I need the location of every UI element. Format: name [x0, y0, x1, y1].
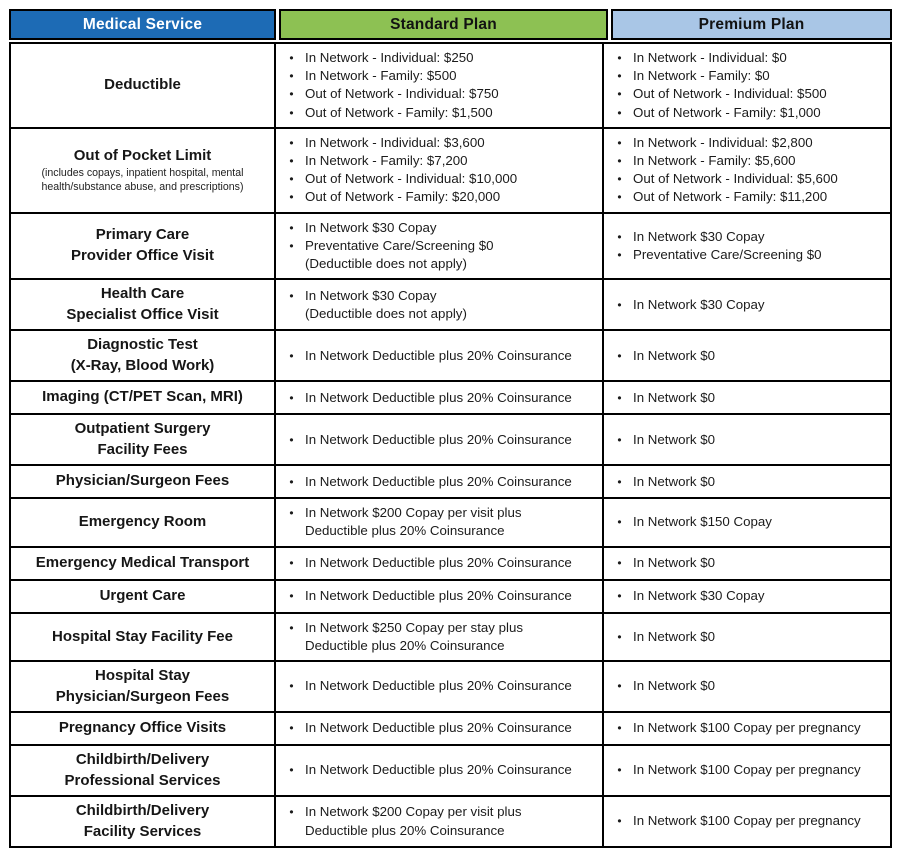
service-cell: [11, 280, 276, 329]
benefit-line: [286, 761, 596, 779]
benefit-text: In Network - Family: $7,200: [305, 153, 468, 169]
standard-plan-cell: [276, 415, 604, 464]
benefit-text: Out of Network - Individual: $500: [633, 86, 827, 102]
service-cell: [11, 713, 276, 744]
benefit-text: In Network Deductible plus 20% Coinsurance: [305, 389, 572, 405]
benefit-line: [286, 219, 596, 237]
benefit-text: Deductible plus 20% Coinsurance: [305, 822, 505, 838]
benefit-text: In Network $200 Copay per visit plus: [305, 804, 522, 820]
standard-plan-cell: [276, 614, 604, 660]
benefit-text: In Network $0: [633, 347, 716, 363]
standard-plan-cell: [276, 129, 604, 212]
benefit-line: [286, 803, 596, 821]
benefit-line: [614, 170, 884, 188]
table-row: [11, 380, 890, 413]
premium-plan-cell: [604, 466, 890, 497]
premium-plan-cell: [604, 614, 890, 660]
benefit-line: [614, 473, 884, 491]
standard-plan-cell: [276, 581, 604, 612]
service-label: Physician/Surgeon Fees: [55, 472, 230, 490]
bullet-icon: •: [289, 87, 294, 102]
premium-plan-cell: [604, 129, 890, 212]
premium-plan-cell: [604, 280, 890, 329]
standard-plan-cell: [276, 280, 604, 329]
standard-plan-cell: [276, 499, 604, 545]
standard-plan-cell: [276, 662, 604, 711]
service-label: (X-Ray, Blood Work): [70, 356, 215, 374]
benefit-text: Out of Network - Family: $11,200: [633, 189, 828, 205]
service-cell: [11, 129, 276, 212]
benefit-line: [286, 637, 596, 655]
premium-plan-cell: [604, 746, 890, 795]
benefit-text: In Network $30 Copay: [633, 588, 765, 604]
service-cell: [11, 746, 276, 795]
bullet-icon: •: [289, 288, 294, 303]
service-cell: [11, 581, 276, 612]
benefit-text: In Network - Family: $5,600: [633, 153, 796, 169]
table-body: [9, 42, 892, 848]
table-row: [11, 127, 890, 212]
service-label: Urgent Care: [99, 586, 186, 604]
bullet-icon: •: [289, 190, 294, 205]
premium-plan-cell: [604, 581, 890, 612]
benefit-text: In Network Deductible plus 20% Coinsurance: [305, 347, 572, 363]
benefit-text: Preventative Care/Screening $0: [305, 237, 494, 253]
benefit-text: In Network Deductible plus 20% Coinsurance: [305, 762, 572, 778]
benefit-text: (Deductible does not apply): [305, 256, 467, 272]
benefit-line: [614, 188, 884, 206]
bullet-icon: •: [289, 105, 294, 120]
bullet-icon: •: [289, 721, 294, 736]
bullet-icon: •: [617, 474, 622, 489]
premium-plan-cell: [604, 331, 890, 380]
bullet-icon: •: [617, 87, 622, 102]
benefit-line: [614, 677, 884, 695]
benefit-text: Deductible plus 20% Coinsurance: [305, 523, 505, 539]
premium-plan-cell: [604, 713, 890, 744]
bullet-icon: •: [289, 589, 294, 604]
benefit-line: [614, 85, 884, 103]
benefit-line: [286, 305, 596, 323]
service-cell: [11, 382, 276, 413]
benefit-text: In Network Deductible plus 20% Coinsurance: [305, 473, 572, 489]
benefit-line: [614, 104, 884, 122]
service-cell: [11, 466, 276, 497]
benefit-text: Out of Network - Individual: $10,000: [305, 171, 518, 187]
premium-plan-cell: [604, 382, 890, 413]
benefit-text: In Network $200 Copay per visit plus: [305, 505, 522, 521]
bullet-icon: •: [617, 69, 622, 84]
bullet-icon: •: [617, 721, 622, 736]
table-header: [9, 9, 892, 40]
bullet-icon: •: [289, 51, 294, 65]
table-row: [11, 497, 890, 545]
benefit-text: In Network - Family: $500: [305, 68, 457, 84]
benefit-line: [286, 522, 596, 540]
table-row: [11, 795, 890, 846]
service-note: (includes copays, inpatient hospital, mental health/substance abuse, and prescriptions): [41, 167, 244, 193]
service-cell: [11, 415, 276, 464]
bullet-icon: •: [617, 51, 622, 65]
service-label: Hospital Stay: [94, 667, 191, 685]
benefit-line: [286, 431, 596, 449]
benefit-text: Out of Network - Individual: $750: [305, 86, 499, 102]
benefit-text: In Network $0: [633, 628, 716, 644]
benefit-text: In Network Deductible plus 20% Coinsurance: [305, 720, 572, 736]
benefit-text: In Network - Individual: $250: [305, 50, 474, 65]
bullet-icon: •: [617, 629, 622, 644]
table-row: [11, 44, 890, 127]
table-row: [11, 579, 890, 612]
service-label: Facility Services: [83, 822, 202, 840]
bullet-icon: •: [289, 172, 294, 187]
bullet-icon: •: [617, 589, 622, 604]
table-row: [11, 329, 890, 380]
service-label: Provider Office Visit: [70, 246, 215, 264]
bullet-icon: •: [617, 814, 622, 829]
table-row: [11, 744, 890, 795]
benefit-line: [286, 619, 596, 637]
bullet-icon: •: [617, 556, 622, 571]
benefit-text: In Network $0: [633, 678, 716, 694]
table-row: [11, 278, 890, 329]
benefit-text: In Network $100 Copay per pregnancy: [633, 762, 861, 778]
service-label: Deductible: [104, 76, 181, 94]
service-label: Out of Pocket Limit: [73, 146, 212, 164]
benefit-text: In Network $0: [633, 555, 716, 571]
standard-plan-cell: [276, 746, 604, 795]
benefit-text: In Network $100 Copay per pregnancy: [633, 720, 861, 736]
service-label: Childbirth/Delivery: [75, 751, 210, 769]
benefit-text: In Network $0: [633, 389, 716, 405]
service-label: Diagnostic Test: [87, 336, 198, 354]
column-header-medical-service: Medical Service: [9, 9, 276, 40]
benefit-line: [286, 504, 596, 522]
bullet-icon: •: [617, 190, 622, 205]
benefit-text: In Network - Individual: $3,600: [305, 134, 485, 150]
bullet-icon: •: [289, 805, 294, 820]
benefit-text: In Network $0: [633, 473, 716, 489]
bullet-icon: •: [617, 247, 622, 262]
benefit-text: In Network - Individual: $0: [633, 50, 787, 65]
premium-plan-cell: [604, 214, 890, 279]
bullet-icon: •: [289, 69, 294, 84]
premium-plan-cell: [604, 499, 890, 545]
benefit-text: In Network Deductible plus 20% Coinsurance: [305, 431, 572, 447]
bullet-icon: •: [289, 556, 294, 571]
bullet-icon: •: [289, 220, 294, 235]
bullet-icon: •: [289, 238, 294, 253]
bullet-icon: •: [289, 135, 294, 150]
benefit-text: In Network - Family: $0: [633, 68, 770, 84]
benefit-text: In Network $100 Copay per pregnancy: [633, 813, 861, 829]
standard-plan-cell: [276, 466, 604, 497]
benefit-text: Deductible plus 20% Coinsurance: [305, 637, 505, 653]
service-cell: [11, 548, 276, 579]
benefit-text: Out of Network - Family: $1,000: [633, 104, 821, 120]
benefit-text: Out of Network - Family: $1,500: [305, 104, 493, 120]
benefit-line: [286, 677, 596, 695]
benefit-line: [286, 389, 596, 407]
service-cell: [11, 214, 276, 279]
premium-plan-cell: [604, 548, 890, 579]
bullet-icon: •: [289, 474, 294, 489]
bullet-icon: •: [289, 679, 294, 694]
benefit-line: [286, 822, 596, 840]
benefit-text: In Network $30 Copay: [633, 296, 765, 312]
service-label: Physician/Surgeon Fees: [55, 687, 230, 705]
benefit-line: [286, 587, 596, 605]
service-cell: [11, 614, 276, 660]
service-cell: [11, 662, 276, 711]
service-label: Childbirth/Delivery: [75, 802, 210, 820]
benefit-line: [286, 170, 596, 188]
premium-plan-cell: [604, 662, 890, 711]
benefit-line: [614, 49, 884, 67]
service-label: Hospital Stay Facility Fee: [52, 627, 233, 645]
bullet-icon: •: [617, 348, 622, 363]
service-label: Imaging (CT/PET Scan, MRI): [42, 388, 243, 406]
benefit-line: [286, 347, 596, 365]
bullet-icon: •: [289, 506, 294, 521]
benefit-text: Out of Network - Family: $20,000: [305, 189, 501, 205]
standard-plan-cell: [276, 713, 604, 744]
bullet-icon: •: [289, 620, 294, 635]
benefit-line: [286, 104, 596, 122]
service-label: Facility Fees: [97, 440, 188, 458]
standard-plan-cell: [276, 382, 604, 413]
table-row: [11, 612, 890, 660]
benefit-line: [286, 49, 596, 67]
service-label: Professional Services: [64, 771, 221, 789]
table-row: [11, 660, 890, 711]
benefit-text: In Network $150 Copay: [633, 514, 772, 530]
service-label: Pregnancy Office Visits: [58, 719, 227, 737]
service-label: Emergency Medical Transport: [35, 553, 250, 571]
benefit-line: [286, 287, 596, 305]
benefit-line: [286, 152, 596, 170]
bullet-icon: •: [617, 154, 622, 169]
standard-plan-cell: [276, 214, 604, 279]
benefit-line: [286, 473, 596, 491]
benefit-text: Out of Network - Individual: $5,600: [633, 171, 838, 187]
benefit-line: [286, 554, 596, 572]
standard-plan-cell: [276, 44, 604, 127]
bullet-icon: •: [289, 348, 294, 363]
benefit-line: [614, 628, 884, 646]
benefit-line: [286, 237, 596, 255]
benefit-line: [614, 296, 884, 314]
benefit-text: In Network Deductible plus 20% Coinsurance: [305, 588, 572, 604]
service-label: Outpatient Surgery: [74, 420, 211, 438]
benefit-text: In Network Deductible plus 20% Coinsurance: [305, 555, 572, 571]
benefit-line: [286, 255, 596, 273]
column-header-standard-plan: Standard Plan: [279, 9, 608, 40]
standard-plan-cell: [276, 548, 604, 579]
bullet-icon: •: [289, 432, 294, 447]
benefit-line: [614, 554, 884, 572]
service-label: Specialist Office Visit: [66, 305, 219, 323]
table-row: [11, 413, 890, 464]
benefit-text: In Network $30 Copay: [305, 287, 437, 303]
bullet-icon: •: [617, 297, 622, 312]
column-header-premium-plan: Premium Plan: [611, 9, 892, 40]
benefit-line: [614, 431, 884, 449]
premium-plan-cell: [604, 44, 890, 127]
benefit-line: [614, 513, 884, 531]
standard-plan-cell: [276, 331, 604, 380]
benefit-line: [286, 85, 596, 103]
bullet-icon: •: [289, 763, 294, 778]
premium-plan-cell: [604, 415, 890, 464]
benefit-line: [614, 389, 884, 407]
benefit-line: [614, 228, 884, 246]
benefit-text: In Network - Individual: $2,800: [633, 134, 813, 150]
benefit-text: In Network Deductible plus 20% Coinsurance: [305, 678, 572, 694]
service-cell: [11, 331, 276, 380]
benefit-line: [614, 719, 884, 737]
bullet-icon: •: [289, 390, 294, 405]
benefit-line: [614, 152, 884, 170]
service-cell: [11, 44, 276, 127]
benefit-text: In Network $250 Copay per stay plus: [305, 619, 524, 635]
bullet-icon: •: [617, 105, 622, 120]
benefit-text: In Network $30 Copay: [633, 228, 765, 244]
table-row: [11, 212, 890, 279]
benefit-line: [614, 246, 884, 264]
table-row: [11, 464, 890, 497]
service-cell: [11, 499, 276, 545]
benefit-text: Preventative Care/Screening $0: [633, 246, 822, 262]
benefit-text: In Network $0: [633, 431, 716, 447]
benefit-line: [286, 67, 596, 85]
bullet-icon: •: [617, 763, 622, 778]
bullet-icon: •: [617, 135, 622, 150]
table-row: [11, 546, 890, 579]
benefit-line: [286, 134, 596, 152]
service-label: Primary Care: [95, 226, 190, 244]
bullet-icon: •: [617, 172, 622, 187]
bullet-icon: •: [617, 515, 622, 530]
benefit-line: [614, 134, 884, 152]
benefit-line: [614, 587, 884, 605]
benefit-line: [614, 761, 884, 779]
benefit-line: [614, 67, 884, 85]
bullet-icon: •: [617, 432, 622, 447]
bullet-icon: •: [617, 229, 622, 244]
benefit-line: [286, 719, 596, 737]
benefit-text: (Deductible does not apply): [305, 305, 467, 321]
benefit-line: [614, 347, 884, 365]
bullet-icon: •: [617, 390, 622, 405]
bullet-icon: •: [617, 679, 622, 694]
benefit-line: [286, 188, 596, 206]
table-row: [11, 711, 890, 744]
benefit-text: In Network $30 Copay: [305, 219, 437, 235]
service-label: Emergency Room: [78, 513, 207, 531]
service-label: Health Care: [100, 285, 185, 303]
bullet-icon: •: [289, 154, 294, 169]
